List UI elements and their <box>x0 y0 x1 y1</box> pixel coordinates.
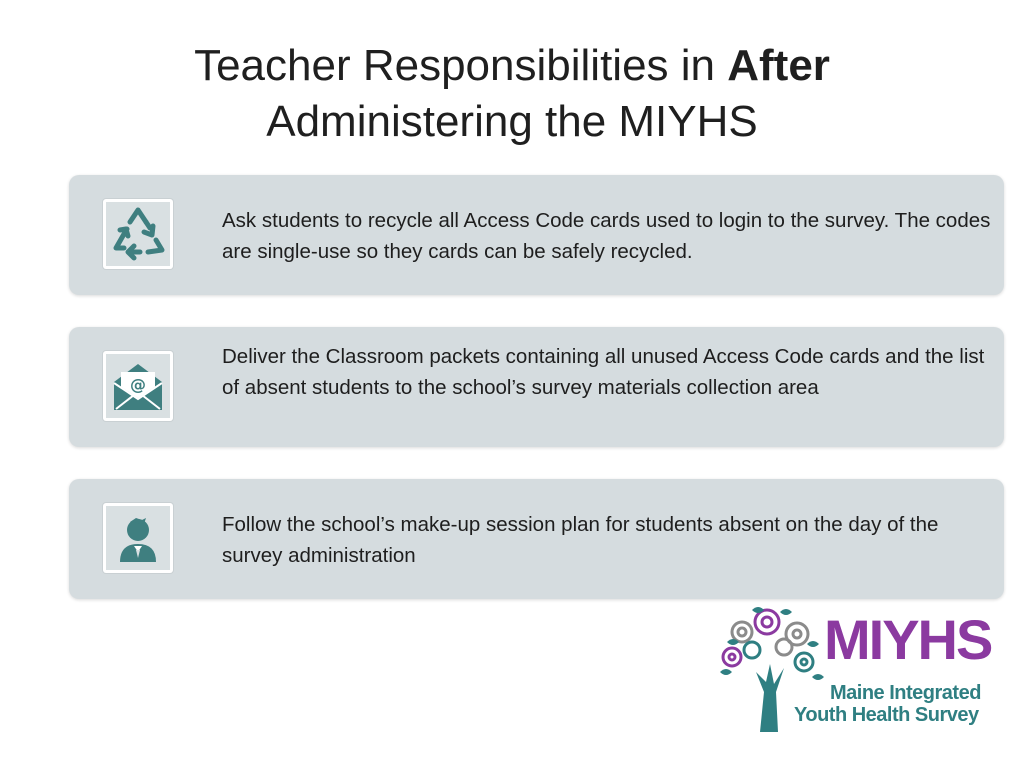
card-text: Follow the school’s make-up session plan for students absent on the day of the survey administration <box>222 513 939 567</box>
recycle-icon-box <box>103 199 173 269</box>
title-line2: Administering the MIYHS <box>266 97 758 146</box>
page-title <box>0 38 1024 150</box>
title-part1: Teacher Responsibilities in <box>194 41 728 90</box>
responsibility-card-recycle <box>69 175 1004 295</box>
card-text: Ask students to recycle all Access Code cards used to login to the survey. The codes are single-use so they cards can be safely recycled. <box>222 209 991 263</box>
recycle-icon <box>106 202 170 266</box>
student-icon-box <box>103 503 173 573</box>
logo-wordmark: MIYHS <box>824 608 992 671</box>
svg-text:@: @ <box>130 375 146 394</box>
logo-line2: Youth Health Survey <box>794 704 979 726</box>
envelope-icon-box <box>103 351 173 421</box>
card-text: Deliver the Classroom packets containing all unused Access Code cards and the list of absent students to the school’s survey materials collection area <box>222 345 985 399</box>
envelope-at-icon <box>106 354 170 418</box>
miyhs-logo <box>712 602 992 742</box>
title-bold: After <box>727 41 830 90</box>
logo-line1: Maine Integrated <box>830 682 981 704</box>
student-icon <box>106 506 170 570</box>
responsibility-card-deliver <box>69 327 1004 447</box>
responsibility-card-makeup <box>69 479 1004 599</box>
